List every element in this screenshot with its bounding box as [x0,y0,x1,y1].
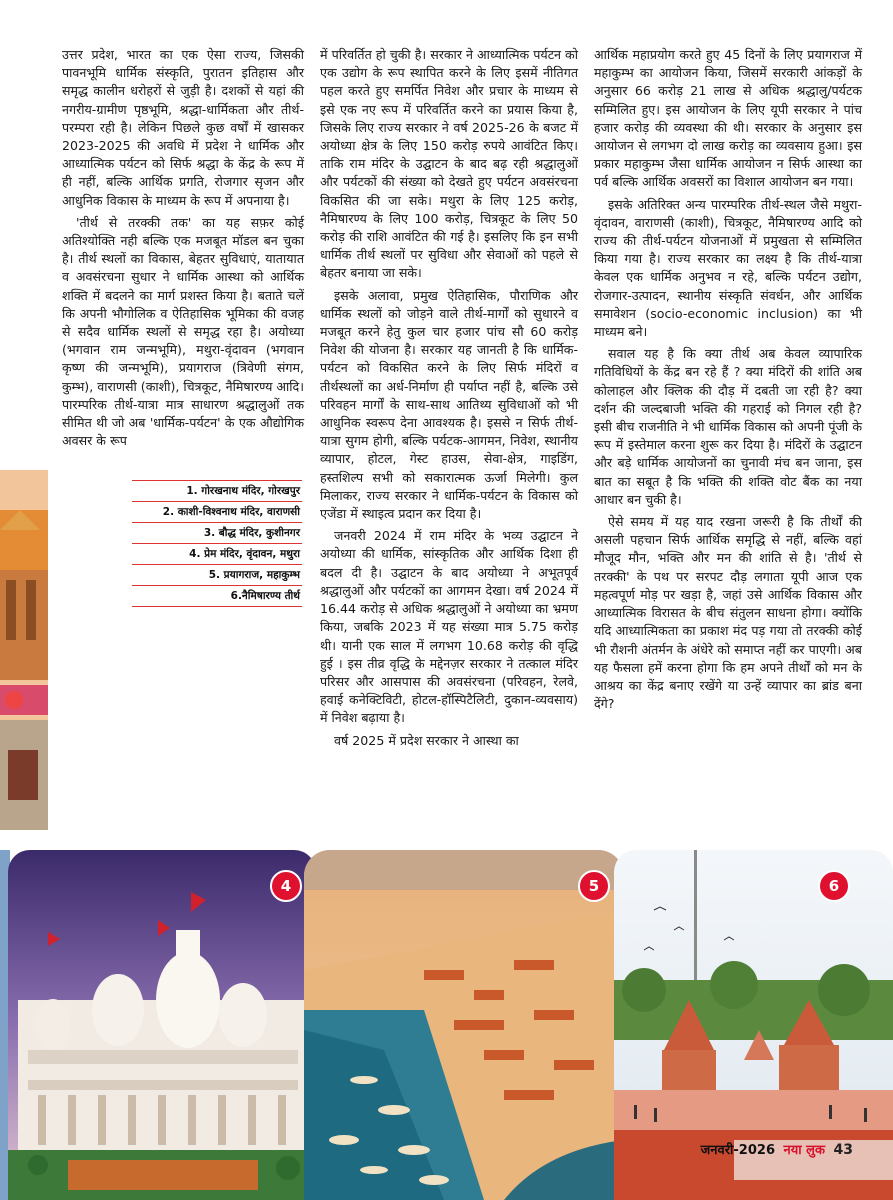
page-number: 43 [833,1142,853,1158]
paragraph: इसके अतिरिक्त अन्य पारम्परिक तीर्थ-स्थल जैसे मथुरा-वृंदावन, वाराणसी (काशी), चित्रकूट, नैमिषारण्य आदि को राज्य की तीर्थ-पर्यटन योजनाओं में प्रमुखता से सम्मिलित किया गया है। राज्य सरकार का लक्ष्य है कि तीर्थ-यात्रा केवल एक धार्मिक अनुभव न रहे, बल्कि पर्यटन उद्योग, रोजगार-उत्पादन, स्थानीय संस्कृति संवर्धन, और आर्थिक समावेशन (socio-economic inclusion) का भी माध्यम बने। [594,196,862,340]
photo-prayagraj-mahakumbh [304,850,624,1200]
legend-item: 3. बौद्ध मंदिर, कुशीनगर [132,523,302,544]
legend-item: 2. काशी-विश्वनाथ मंदिर, वाराणसी [132,502,302,523]
photo-number-badge: 4 [270,870,302,902]
article-column-2 [320,46,578,750]
article-column-1 [62,46,304,450]
page-footer [701,1140,853,1158]
issue-date: जनवरी-2026 [700,1143,775,1158]
photo-prem-mandir [8,850,316,1200]
paragraph: इसके अलावा, प्रमुख ऐतिहासिक, पौराणिक और धार्मिक स्थलों को जोड़ने वाले तीर्थ-मार्गों को सुधारने व मजबूत करने हेतु कुल चार हजार पांच सौ 60 करोड़ निवेश की योजना है। सरकार यह जानती है कि धार्मिक-पर्यटन को विकसित करने के लिए सिर्फ मंदिरों व तीर्थस्थलों का अर्ध-निर्माण ही पर्याप्त नहीं है, बल्कि उसे परिवहन मार्गों के साथ-साथ आतिथ्य सुविधाओं को भी आधुनिक स्वरूप देना आवश्यक है। इससे न सिर्फ तीर्थ-यात्रा सुगम होगी, बल्कि पर्यटक-आगमन, निवेश, स्थानीय व्यापार, होटल, गेस्ट हाउस, सेवा-क्षेत्र, गाइडिंग, हस्तशिल्प सभी को सकारात्मक ऊर्जा मिलेगी। कुल मिलाकर, राज्य सरकार ने धार्मिक-पर्यटन के विकास को एजेंडा में स्थाइत्व प्रदान कर दिया है। [320,287,578,522]
legend-item: 5. प्रयागराज, महाकुम्भ [132,565,302,586]
paragraph: 'तीर्थ से तरक्की तक' का यह सफ़र कोई अतिश्योक्ति नही बल्कि एक मजबूत मॉडल बन चुका है। तीर्थ स्थलों का विकास, बेहतर सुविधाएं, यातायात व अवसंरचना सुधार ने धार्मिक आस्था को आर्थिक शक्ति में बदलने का मार्ग प्रशस्त किया है। बताते चलें कि अपनी भौगोलिक व ऐतिहासिक भूमिका की वजह से सदैव धार्मिक स्थलों से समृद्ध रहा है। अयोध्या (भगवान राम जन्मभूमि), मथुरा-वृंदावन (भगवान कृष्ण की जन्मभूमि), प्रयागराज (त्रिवेणी संगम, कुम्भ), वाराणसी (काशी), चित्रकूट, नैमिषारण्य आदि। पारम्परिक तीर्थ-यात्रा मात्र साधारण श्रद्धालुओं तक सीमित थी जो अब 'धार्मिक-पर्यटन' के एक औद्योगिक अवसर के रूप [62,214,304,449]
legend-item: 1. गोरखनाथ मंदिर, गोरखपुर [132,480,302,502]
legend-item: 4. प्रेम मंदिर, वृंदावन, मथुरा [132,544,302,565]
paragraph: में परिवर्तित हो चुकी है। सरकार ने आध्यात्मिक पर्यटन को एक उद्योग के रूप स्थापित करने के लिए इसमें नीतिगत पहल करते हुए समर्पित निवेश और प्रचार के माध्यम से इसे एक नए रूप में परिवर्तित करने का प्रयास किया है, जिसके लिए राज्य सरकार ने वर्ष 2025-26 के बजट में अयोध्या क्षेत्र के लिए 150 करोड़ रुपये आवंटित किए। ताकि राम मंदिर के उद्घाटन के बाद बढ़ रही श्रद्धालुओं और पर्यटकों की संख्या को देखते हुए पर्यटन अवसंरचना विकसित की जा सके। मथुरा के लिए 125 करोड़, नैमिषारण्य के लिए 100 करोड़, चित्रकूट के लिए 50 करोड़ की राशि आवंटित की गई है। इसलिए कि इन सभी धार्मिक तीर्थ स्थलों पर सुविधा और सेवाओं को पहले से बेहतर बनाया जा सके। [320,47,578,281]
left-photo-strip [0,470,48,830]
paragraph: सवाल यह है कि क्या तीर्थ अब केवल व्यापारिक गतिविधियों के केंद्र बन रहे हैं ? क्या मंदिरों की शांति अब कोलाहल और क्लिक की दौड़ में दबती जा रही है? क्या दर्शन की जल्दबाजी भक्ति की गहराई को निगल रही है? इसी बीच राजनीति ने भी धार्मिक विकास को अपनी पूंजी के रूप में इस्तेमाल करना शुरू कर दिया है। मंदिरों के उद्घाटन और बड़े धार्मिक आयोजनों का चुनावी मंच बन जाना, इस बात का सबूत है कि भक्ति की शक्ति वोट बैंक का नया आधार बन चुकी है। [594,346,862,507]
photo-legend [132,480,302,607]
magazine-brand: नया लुक [783,1143,825,1158]
paragraph: आर्थिक महाप्रयोग करते हुए 45 दिनों के लिए प्रयागराज में महाकुम्भ का आयोजन किया, जिसमें सरकारी आंकड़ों के अनुसार 66 करोड़ 21 लाख से अधिक श्रद्धालु/पर्यटक सम्मिलित हुए। इस आयोजन के लिए यूपी सरकार ने पांच हजार करोड़ की व्यवस्था की थी। सरकार के अनुसार इस आयोजन से लगभग दो लाख करोड़ का व्यवसाय हुआ। इस प्रकार महाकुम्भ जैसा धार्मिक आयोजन न सिर्फ आस्था का पर्व बल्कि आर्थिक अवसरों का विशाल आयोजन बन गया। [594,47,862,190]
paragraph: उत्तर प्रदेश, भारत का एक ऐसा राज्य, जिसकी पावनभूमि धार्मिक संस्कृति, पुरातन इतिहास और समृद्ध कालीन धरोहरों से जुड़ी है। दशकों से यहां की नगरीय-ग्रामीण पृष्ठभूमि, श्रद्धा-धार्मिकता और तीर्थ-परम्परा रही है। लेकिन पिछले कुछ वर्षों में खासकर 2023-2025 की अवधि में प्रदेश ने धार्मिक और आध्यात्मिक पर्यटन को सिर्फ श्रद्धा के केंद्र के रूप में ही नहीं, बल्कि आर्थिक प्रगति, रोजगार सृजन और आधुनिक विकास के माध्यम के रूप में अपनाया है। [62,47,304,208]
paragraph: वर्ष 2025 में प्रदेश सरकार ने आस्था का [334,732,519,748]
paragraph: जनवरी 2024 में राम मंदिर के भव्य उद्घाटन ने अयोध्या की धार्मिक, सांस्कृतिक और आर्थिक दिशा ही बदल दी है। उद्घाटन के बाद अयोध्या ने अभूतपूर्व श्रद्धालुओं और पर्यटकों का आगमन देखा। वर्ष 2024 में 16.44 करोड़ से अधिक श्रद्धालुओं ने अयोध्या का भ्रमण किया, जबकि 2023 में यह संख्या मात्र 5.75 करोड़ थी। यानी एक साल में लगभग 10.68 करोड़ की वृद्धि हुई । इस तीव्र वृद्धि के मद्देनज़र सरकार ने तत्काल मंदिर परिसर और आसपास की अवसंरचना (परिवहन, रेलवे, हवाई कनेक्टिविटी, होटल-हॉस्पिटैलिटी, दुकान-व्यवसाय) में निवेश बढ़ाया है। [320,528,578,726]
photo-number-badge: 6 [818,870,850,902]
article-column-3 [594,46,862,713]
paragraph: ऐसे समय में यह याद रखना जरूरी है कि तीर्थों की असली पहचान सिर्फ आर्थिक समृद्धि से नहीं, बल्कि वहां मौजूद मौन, भक्ति और मन की शांति से है। 'तीर्थ से तरक्की' के पथ पर सरपट दौड़ लगाता यूपी आज एक महत्वपूर्ण मोड़ पर खड़ा है, जहां उसे आर्थिक विकास और आध्यात्मिक विरासत के बीच संतुलन साधना होगा। क्योंकि यदि आध्यात्मिकता का प्रकाश मंद पड़ गया तो तरक्की कोई भी रौशनी अंतर्मन के अंधेरे को समाप्त नहीं कर पाएगी। अब यह फैसला हमें करना होगा कि हम अपने तीर्थों को मन के आश्रय का केंद्र बनाए रखेंगे या उन्हें व्यापार का ब्रांड बना देंगे? [594,514,862,712]
legend-item: 6.नैमिषारण्य तीर्थ [132,586,302,607]
photo-number-badge: 5 [578,870,610,902]
